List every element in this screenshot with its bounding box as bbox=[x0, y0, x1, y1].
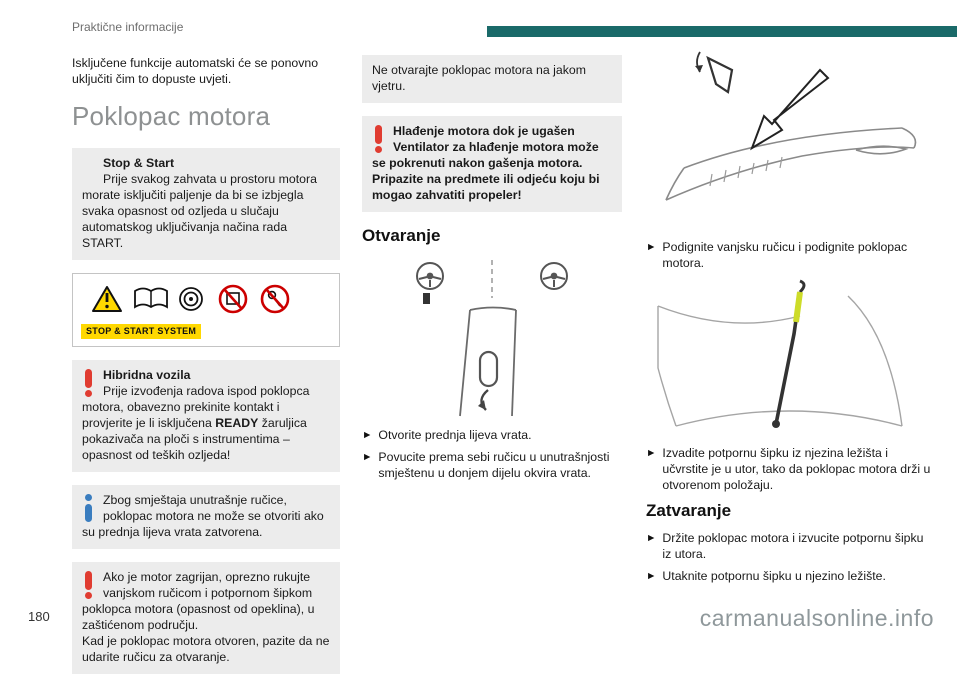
step-text: Povucite prema sebi ručicu u unutrašnjosti smještenu u donjem dijelu okvira vrata. bbox=[378, 449, 610, 480]
page-title: Poklopac motora bbox=[72, 100, 271, 131]
info-icon bbox=[85, 494, 92, 522]
warning-icons-illustration bbox=[81, 280, 327, 316]
step-open-door bbox=[362, 428, 622, 444]
door-handle-illustration bbox=[394, 256, 590, 418]
step-text: Držite poklopac motora i izvucite potpornu šipku iz utora. bbox=[662, 531, 924, 561]
hybrid-warning-body-end: žaruljica pokazivača na ploči s instrumentima – opasnost od teških ozljeda! bbox=[82, 416, 307, 463]
cooling-warning-body2: Pripazite na predmete ili odjeću koju bi mogao zahvatiti propeler! bbox=[372, 171, 600, 202]
cooling-warning-body1: Ventilator za hlađenje motora može se pokrenuti nakon gašenja motora. bbox=[372, 139, 599, 170]
step-lift-hood bbox=[646, 240, 932, 272]
step-secure-rod bbox=[646, 446, 932, 494]
stop-start-note-box bbox=[72, 148, 340, 260]
wind-note-text: Ne otvarajte poklopac motora na jakom vjetru. bbox=[372, 63, 586, 93]
warning-icon bbox=[85, 369, 92, 397]
cooling-warning-box bbox=[362, 116, 622, 212]
step-arrow-icon: ► bbox=[646, 569, 657, 582]
right-column bbox=[646, 44, 932, 591]
inner-handle-info-box bbox=[72, 485, 340, 549]
stop-start-warning-figure bbox=[72, 273, 340, 348]
cooling-warning-title: Hlađenje motora dok je ugašen bbox=[393, 123, 575, 138]
warning-icon bbox=[375, 125, 382, 153]
middle-column bbox=[362, 55, 622, 488]
hybrid-warning-title: Hibridna vozila bbox=[103, 368, 191, 383]
step-arrow-icon: ► bbox=[646, 532, 657, 545]
header-accent-bar bbox=[487, 26, 957, 37]
page-number: 180 bbox=[28, 609, 50, 624]
stop-start-note-title: Stop & Start bbox=[103, 155, 175, 170]
inner-handle-info-text: Zbog smještaja unutrašnje ručice, poklopac motora ne može se otvoriti ako su prednja lijeva vrata zatvorena. bbox=[82, 493, 324, 540]
hybrid-warning-body: Prije izvođenja radova ispod poklopca motora, obavezno prekinite kontakt i provjerite je li isključena bbox=[82, 384, 310, 431]
step-arrow-icon: ► bbox=[362, 428, 373, 441]
running-header: Praktične informacije bbox=[72, 20, 184, 34]
step-pull-inner-handle bbox=[362, 450, 622, 482]
hot-engine-warning-line1: Ako je motor zagrijan, oprezno rukujte vanjskom ručicom i potpornom šipkom poklopca motora (opasnost od opeklina), u zaštićenom području. bbox=[82, 570, 315, 633]
step-text: Podignite vanjsku ručicu i podignite poklopac motora. bbox=[662, 240, 908, 270]
hybrid-warning-box bbox=[72, 360, 340, 472]
step-arrow-icon: ► bbox=[646, 241, 657, 253]
opening-heading: Otvaranje bbox=[362, 225, 441, 245]
step-stow-rod bbox=[646, 569, 932, 585]
hot-engine-warning-line2: Kad je poklopac motora otvoren, pazite da ne udarite ručicu za otvaranje. bbox=[82, 634, 330, 665]
warning-icon bbox=[85, 571, 92, 599]
step-text: Izvadite potpornu šipku iz njezina ležišta i učvrstite je u utor, tako da poklopac motora drži u otvorenom položaju. bbox=[662, 445, 931, 492]
step-text: Otvorite prednja lijeva vrata. bbox=[378, 427, 532, 442]
left-column bbox=[72, 56, 340, 687]
step-hold-hood bbox=[646, 531, 932, 563]
note-bar-icon bbox=[85, 157, 92, 185]
step-arrow-icon: ► bbox=[646, 446, 657, 459]
hood-latch-illustration bbox=[650, 44, 928, 230]
step-text: Utaknite potpornu šipku u njezino ležište. bbox=[662, 568, 886, 583]
stop-start-system-label: STOP & START SYSTEM bbox=[81, 324, 201, 340]
watermark: carmanualsonline.info bbox=[699, 605, 934, 631]
step-arrow-icon: ► bbox=[362, 450, 373, 463]
closing-heading: Zatvaranje bbox=[646, 500, 732, 520]
hot-engine-warning-box bbox=[72, 562, 340, 674]
intro-paragraph: Isključene funkcije automatski će se ponovno uključiti čim to dopuste uvjeti. bbox=[72, 56, 319, 86]
stop-start-note-body: Prije svakog zahvata u prostoru motora morate isključiti paljenje da bi se izbjegla svaka opasnost od ozljeda u slučaju automatskog uključivanja načina rada START. bbox=[82, 171, 317, 250]
support-rod-illustration bbox=[650, 278, 928, 436]
wind-note-box bbox=[362, 55, 622, 103]
ready-keyword: READY bbox=[215, 416, 259, 431]
